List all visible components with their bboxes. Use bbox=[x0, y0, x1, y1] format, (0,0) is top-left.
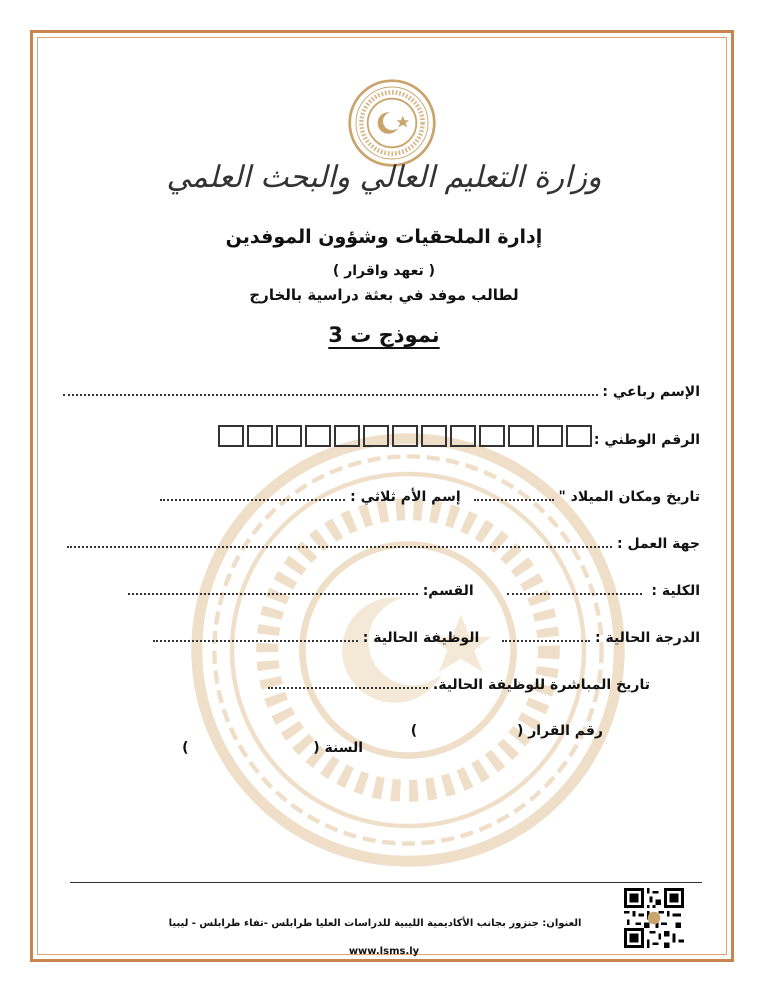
national-id-digit-box[interactable] bbox=[363, 425, 389, 447]
qr-code bbox=[624, 888, 684, 948]
start-date-field[interactable] bbox=[268, 675, 428, 689]
current-grade-field[interactable] bbox=[502, 628, 590, 642]
college-field[interactable] bbox=[507, 581, 642, 595]
birth-row: تاريخ ومكان الميلاد " إسم الأم ثلاثي : bbox=[160, 487, 700, 505]
full-name-field[interactable] bbox=[63, 382, 598, 396]
ministry-seal-logo bbox=[347, 78, 437, 168]
department-title: إدارة الملحقيات وشؤون الموفدين bbox=[225, 226, 543, 248]
department-field[interactable] bbox=[128, 581, 418, 595]
national-id-digit-box[interactable] bbox=[566, 425, 592, 447]
form-number: نموذج ت 3 bbox=[328, 323, 440, 347]
national-id-digit-box[interactable] bbox=[218, 425, 244, 447]
footer-divider bbox=[70, 882, 702, 883]
pledge-title: ( تعهد واقرار ) bbox=[332, 263, 436, 279]
national-id-digit-box[interactable] bbox=[479, 425, 505, 447]
decision-number-row: رقم القرار ( ) bbox=[410, 723, 603, 739]
decision-number-field[interactable] bbox=[422, 721, 512, 735]
start-date-row: تاريخ المباشرة للوظيفة الحالية. bbox=[268, 675, 650, 693]
full-name-row: الإسم رباعي : bbox=[63, 382, 701, 400]
footer-website[interactable]: www.lsms.ly bbox=[348, 946, 420, 957]
national-id-digit-box[interactable] bbox=[450, 425, 476, 447]
national-id-digit-box[interactable] bbox=[276, 425, 302, 447]
national-id-digit-box[interactable] bbox=[247, 425, 273, 447]
year-field[interactable] bbox=[193, 738, 308, 752]
college-row: الكلية : القسم: bbox=[128, 581, 700, 599]
birth-field[interactable] bbox=[474, 487, 554, 501]
national-id-boxes[interactable] bbox=[218, 425, 592, 447]
national-id-digit-box[interactable] bbox=[392, 425, 418, 447]
national-id-digit-box[interactable] bbox=[421, 425, 447, 447]
national-id-digit-box[interactable] bbox=[305, 425, 331, 447]
national-id-digit-box[interactable] bbox=[508, 425, 534, 447]
employer-row: جهة العمل : bbox=[67, 534, 700, 552]
footer-address: العنوان: جنزور بجانب الأكاديمية الليبية للدراسات العليا طرابلس -تفاء طرابلس - ليبيا bbox=[168, 918, 582, 929]
mother-name-field[interactable] bbox=[160, 487, 345, 501]
national-id-digit-box[interactable] bbox=[537, 425, 563, 447]
form-subtitle: لطالب موفد في بعثة دراسية بالخارج bbox=[249, 286, 519, 304]
national-id-label: الرقم الوطني : bbox=[593, 432, 700, 448]
employer-field[interactable] bbox=[67, 534, 612, 548]
grade-row: الدرجة الحالية : الوظيفة الحالية : bbox=[153, 628, 700, 646]
national-id-digit-box[interactable] bbox=[334, 425, 360, 447]
year-row: السنة ( ) bbox=[182, 740, 363, 756]
current-job-field[interactable] bbox=[153, 628, 358, 642]
ministry-name: وزارة التعليم العالي والبحث العلمي bbox=[166, 160, 602, 195]
